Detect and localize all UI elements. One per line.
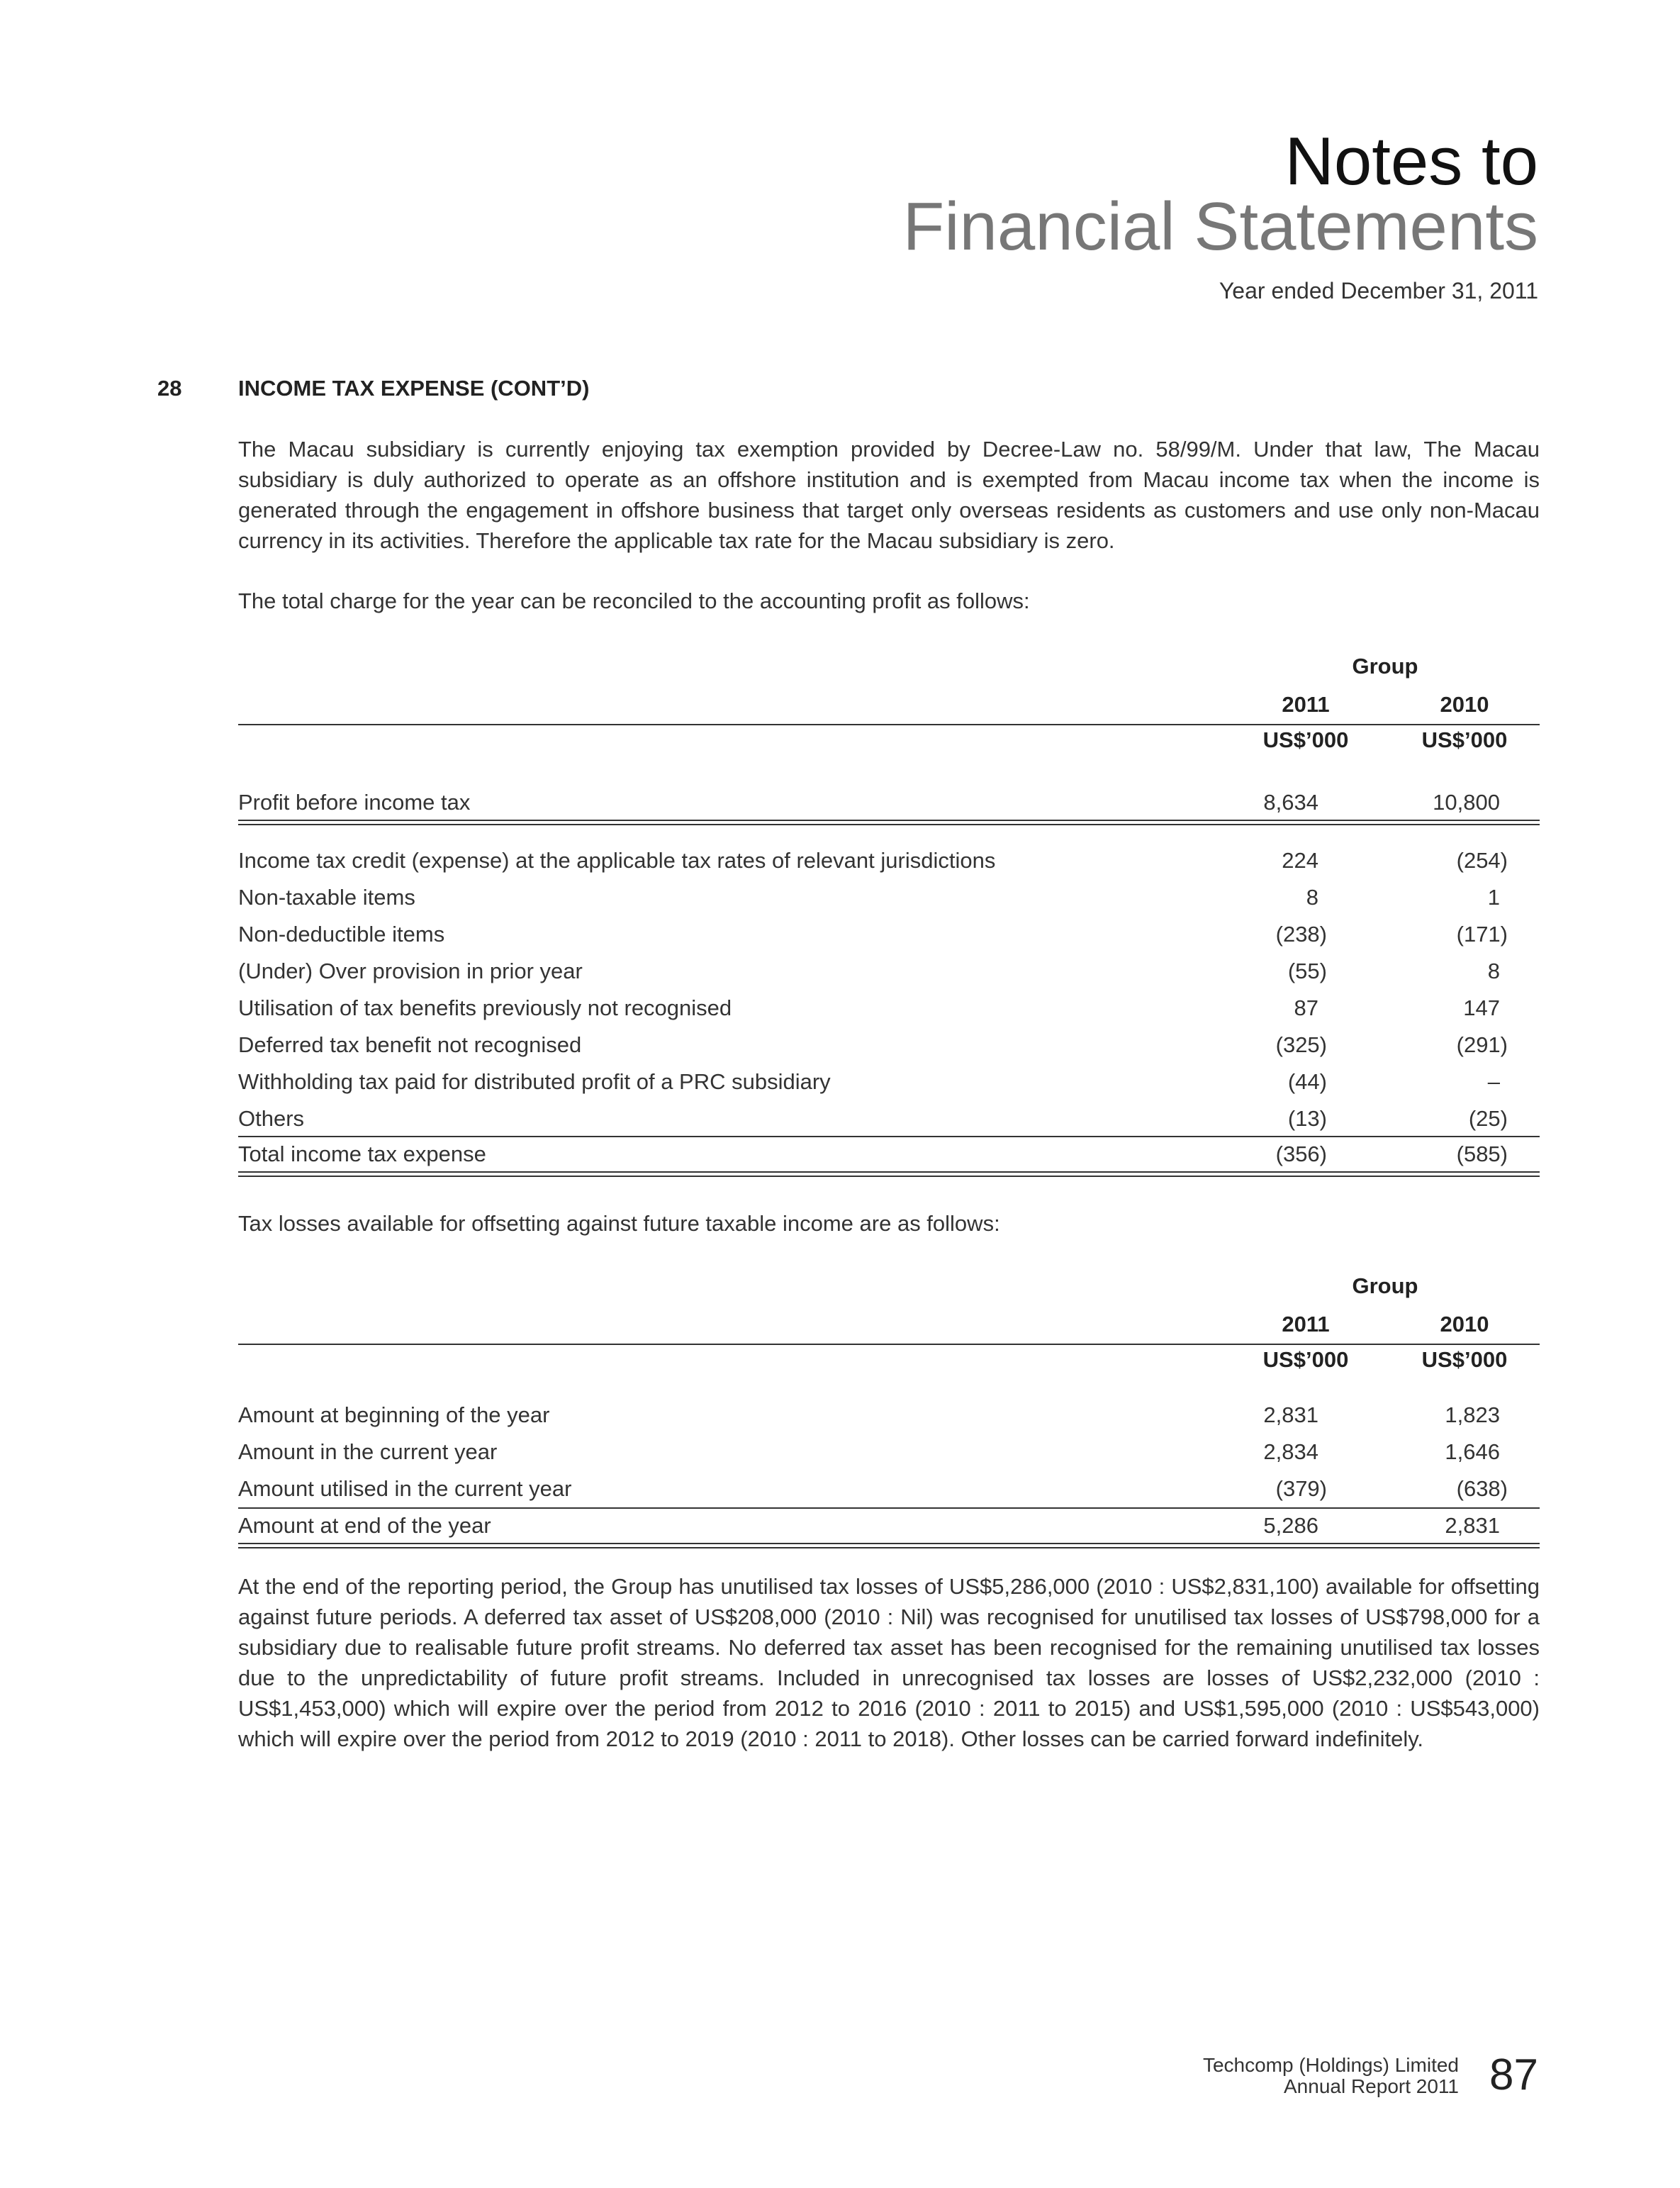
value-2011: 2,831 [1263, 1402, 1318, 1427]
value-2010: (585) [1456, 1142, 1508, 1166]
value-2011: (356) [1275, 1142, 1327, 1166]
double-rule-top [238, 1543, 1540, 1544]
year-2011-header: 2011 [1282, 692, 1330, 717]
value-2011: 2,834 [1263, 1439, 1318, 1464]
value-2010: 8 [1487, 959, 1500, 983]
subtotal-rule [238, 1507, 1540, 1509]
value-2011: 5,286 [1263, 1513, 1318, 1538]
row-label: Amount at beginning of the year [238, 1402, 550, 1427]
value-2011: (44) [1287, 1069, 1327, 1094]
row-label: Total income tax expense [238, 1142, 486, 1166]
year-2011-header: 2011 [1282, 1312, 1330, 1336]
table-row [238, 1438, 1540, 1466]
row-label: Income tax credit (expense) at the applicable tax rates of relevant jurisdictions [238, 848, 996, 873]
section-title: INCOME TAX EXPENSE (CONT’D) [238, 376, 590, 401]
double-rule-bottom [238, 1176, 1540, 1177]
double-rule-bottom [238, 824, 1540, 825]
tax-losses-table [238, 1273, 1540, 1557]
value-2011: 224 [1282, 848, 1318, 873]
table-row [238, 1401, 1540, 1429]
company-name: Techcomp (Holdings) Limited [1202, 2054, 1459, 2076]
value-2011: (13) [1287, 1106, 1327, 1131]
table-row-total [238, 1512, 1540, 1540]
group-header: Group [1352, 1273, 1418, 1298]
losses-intro: Tax losses available for offsetting against future taxable income are as follows: [238, 1211, 1000, 1236]
table-row [238, 1031, 1540, 1059]
section-number: 28 [157, 376, 182, 401]
currency-2011-header: US$’000 [1262, 727, 1349, 752]
table-row [238, 1068, 1540, 1096]
header-rule [238, 724, 1540, 725]
closing-paragraph: At the end of the reporting period, the Group has unutilised tax losses of US$5,286,000 (2010 : US$2,831,100) available for offsetting against future periods. A deferred tax asset of US$208,000 (2010 : Nil) was recognised for unutilised tax losses of US$798,000 for a subsidiary due to realisable future profit streams. No deferred tax asset has been recognised for the remaining unutilised tax losses due to the unpredictability of future profit streams. Included in unrecognised tax losses are losses of US$2,232,000 (2010 : US$1,453,000) which will expire over the period from 2012 to 2016 (2010 : 2011 to 2015) and US$1,595,000 (2010 : US$543,000) which will expire over the period from 2012 to 2019 (2010 : 2011 to 2018). Other losses can be carried forward indefinitely. [238, 1574, 1540, 1751]
currency-2010-header: US$’000 [1421, 727, 1508, 752]
table-row [238, 994, 1540, 1022]
value-2010: – [1487, 1069, 1500, 1094]
currency-2011-header: US$’000 [1262, 1347, 1349, 1372]
value-2010: (25) [1468, 1106, 1508, 1131]
header-rule [238, 1344, 1540, 1345]
subtotal-rule [238, 1136, 1540, 1137]
table-row [238, 883, 1540, 912]
page-header [902, 123, 1538, 305]
value-2010: 147 [1463, 995, 1500, 1020]
page-number: 87 [1489, 2050, 1538, 2099]
row-label: Deferred tax benefit not recognised [238, 1032, 582, 1057]
currency-2010-header: US$’000 [1421, 1347, 1508, 1372]
table-row [238, 1105, 1540, 1133]
value-2011: 87 [1294, 995, 1318, 1020]
value-2010: 1 [1487, 885, 1500, 910]
value-2011: 8 [1306, 885, 1318, 910]
value-2011: (238) [1275, 922, 1327, 947]
row-label: Withholding tax paid for distributed profit of a PRC subsidiary [238, 1069, 831, 1094]
report-name: Annual Report 2011 [1284, 2075, 1459, 2097]
group-header: Group [1352, 654, 1418, 679]
page-title-line1: Notes to [1284, 123, 1538, 199]
row-label: Amount at end of the year [238, 1513, 491, 1538]
value-2010: (291) [1456, 1032, 1508, 1057]
value-2010: 1,646 [1445, 1439, 1500, 1464]
table-row [238, 920, 1540, 949]
value-2010: 2,831 [1445, 1513, 1500, 1538]
value-2010: 10,800 [1433, 790, 1500, 815]
footer-text [1203, 2055, 1459, 2097]
value-2010: (171) [1456, 922, 1508, 947]
double-rule-top [238, 820, 1540, 821]
row-label: Amount utilised in the current year [238, 1476, 572, 1501]
macau-paragraph: The Macau subsidiary is currently enjoying tax exemption provided by Decree-Law no. 58/99/M. Under that law, The Macau subsidiary is duly authorized to operate as an offshore institution and is exempted from Macau income tax when the income is generated through the engagement in offshore business that target only overseas residents as customers and use only non-Macau currency in its activities. Therefore the applicable tax rate for the Macau subsidiary is zero. [238, 437, 1540, 553]
table-row-total [238, 1140, 1540, 1168]
table-row-profit [238, 788, 1540, 817]
reconcile-intro: The total charge for the year can be reconciled to the accounting profit as follows: [238, 588, 1030, 613]
row-label: Profit before income tax [238, 790, 471, 815]
value-2010: (254) [1456, 848, 1508, 873]
value-2011: (55) [1287, 959, 1327, 983]
row-label: Amount in the current year [238, 1439, 498, 1464]
table-row [238, 847, 1540, 875]
page-title-line2: Financial Statements [902, 189, 1538, 264]
row-label: Non-deductible items [238, 922, 445, 947]
table-row [238, 957, 1540, 986]
value-2011: 8,634 [1263, 790, 1318, 815]
row-label: Non-taxable items [238, 885, 415, 910]
period-label: Year ended December 31, 2011 [1219, 278, 1538, 303]
year-2010-header: 2010 [1440, 1312, 1489, 1336]
double-rule-top [238, 1171, 1540, 1173]
value-2011: (325) [1275, 1032, 1327, 1057]
value-2010: 1,823 [1445, 1402, 1500, 1427]
value-2011: (379) [1275, 1476, 1327, 1501]
double-rule-bottom [238, 1547, 1540, 1548]
year-2010-header: 2010 [1440, 692, 1489, 717]
row-label: (Under) Over provision in prior year [238, 959, 583, 983]
value-2010: (638) [1456, 1476, 1508, 1501]
reconciliation-table [238, 654, 1540, 1178]
table-row [238, 1475, 1540, 1503]
row-label: Utilisation of tax benefits previously not recognised [238, 995, 732, 1020]
row-label: Others [238, 1106, 305, 1131]
